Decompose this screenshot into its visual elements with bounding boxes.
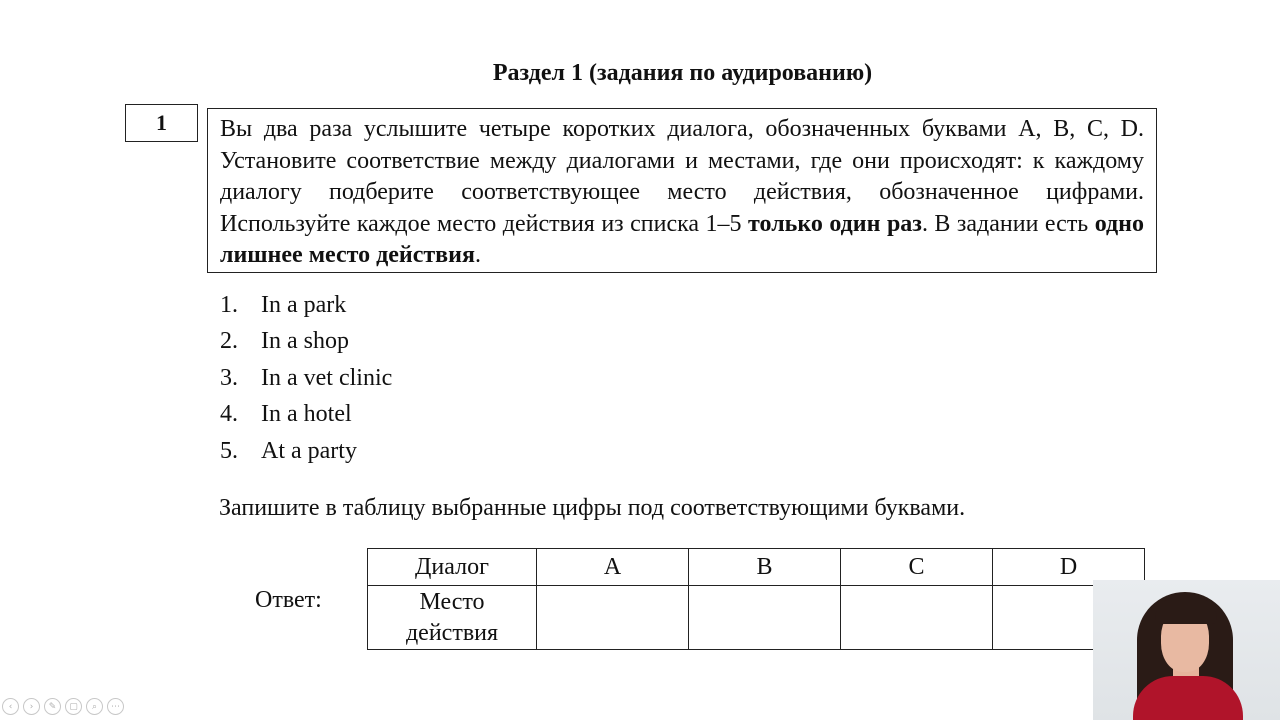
presenter-webcam bbox=[1093, 580, 1280, 720]
instruction-bold-extra: одно лишнее место действия bbox=[220, 210, 1145, 268]
options-list bbox=[220, 292, 392, 474]
pen-icon[interactable]: ✎ bbox=[44, 698, 61, 715]
list-item bbox=[220, 365, 392, 401]
prev-icon[interactable]: ‹ bbox=[2, 698, 19, 715]
presenter-bangs bbox=[1155, 598, 1217, 624]
option-number: 4. bbox=[220, 401, 238, 428]
more-icon[interactable]: ⋯ bbox=[107, 698, 124, 715]
instruction-text: Вы два раза услышите четыре коротких диалога, обозначенных буквами A, B, C, D. Установите соответствие между диалогами и местами, где они происходят: к каждому диалогу подберите соответствующее место действия, обозначенное цифрами. Используйте каждое место действия из списка 1–5 bbox=[220, 116, 1144, 237]
answer-cell-b[interactable] bbox=[689, 586, 841, 650]
list-item bbox=[220, 292, 392, 328]
answer-cell-c[interactable] bbox=[841, 586, 993, 650]
instruction-text: . bbox=[474, 242, 481, 268]
option-number: 1. bbox=[220, 292, 238, 318]
instruction-text: . В задании есть bbox=[921, 210, 1095, 237]
answer-cell-a[interactable] bbox=[537, 586, 689, 650]
option-text: In a vet clinic bbox=[261, 364, 393, 391]
answer-table bbox=[367, 548, 1145, 650]
table-row bbox=[368, 586, 1145, 650]
letter-cell-a: A bbox=[537, 549, 689, 586]
list-item bbox=[220, 438, 392, 474]
instruction-bold-once: только один раз bbox=[748, 210, 922, 237]
option-number: 5. bbox=[220, 437, 238, 464]
letter-cell-d: D bbox=[993, 549, 1145, 586]
zoom-icon[interactable]: ⌕ bbox=[86, 698, 103, 715]
option-number: 3. bbox=[220, 364, 238, 391]
option-text: In a hotel bbox=[261, 401, 352, 428]
option-text: At a party bbox=[261, 437, 357, 464]
section-title: Раздел 1 (задания по аудированию) bbox=[492, 60, 873, 86]
list-item bbox=[220, 401, 392, 437]
table-instruction: Запишите в таблицу выбранные цифры под соответствующими буквами. bbox=[219, 495, 966, 521]
answer-label: Ответ: bbox=[255, 587, 322, 613]
letter-cell-b: B bbox=[689, 549, 841, 586]
letter-cell-c: C bbox=[841, 549, 993, 586]
option-number: 2. bbox=[220, 328, 238, 355]
list-item bbox=[220, 328, 392, 364]
option-text: In a park bbox=[261, 292, 347, 318]
dialog-header-cell: Диалог bbox=[368, 549, 537, 586]
slide-toolbar bbox=[2, 698, 124, 715]
place-header-line1: Место bbox=[419, 588, 485, 615]
place-header-line2: действия bbox=[405, 619, 499, 646]
place-header-cell bbox=[368, 586, 537, 650]
next-icon[interactable]: › bbox=[23, 698, 40, 715]
option-text: In a shop bbox=[261, 328, 349, 355]
task-number-box: 1 bbox=[125, 104, 198, 142]
copy-icon[interactable]: ▢ bbox=[65, 698, 82, 715]
table-row bbox=[368, 549, 1145, 586]
instruction-box bbox=[207, 108, 1157, 273]
